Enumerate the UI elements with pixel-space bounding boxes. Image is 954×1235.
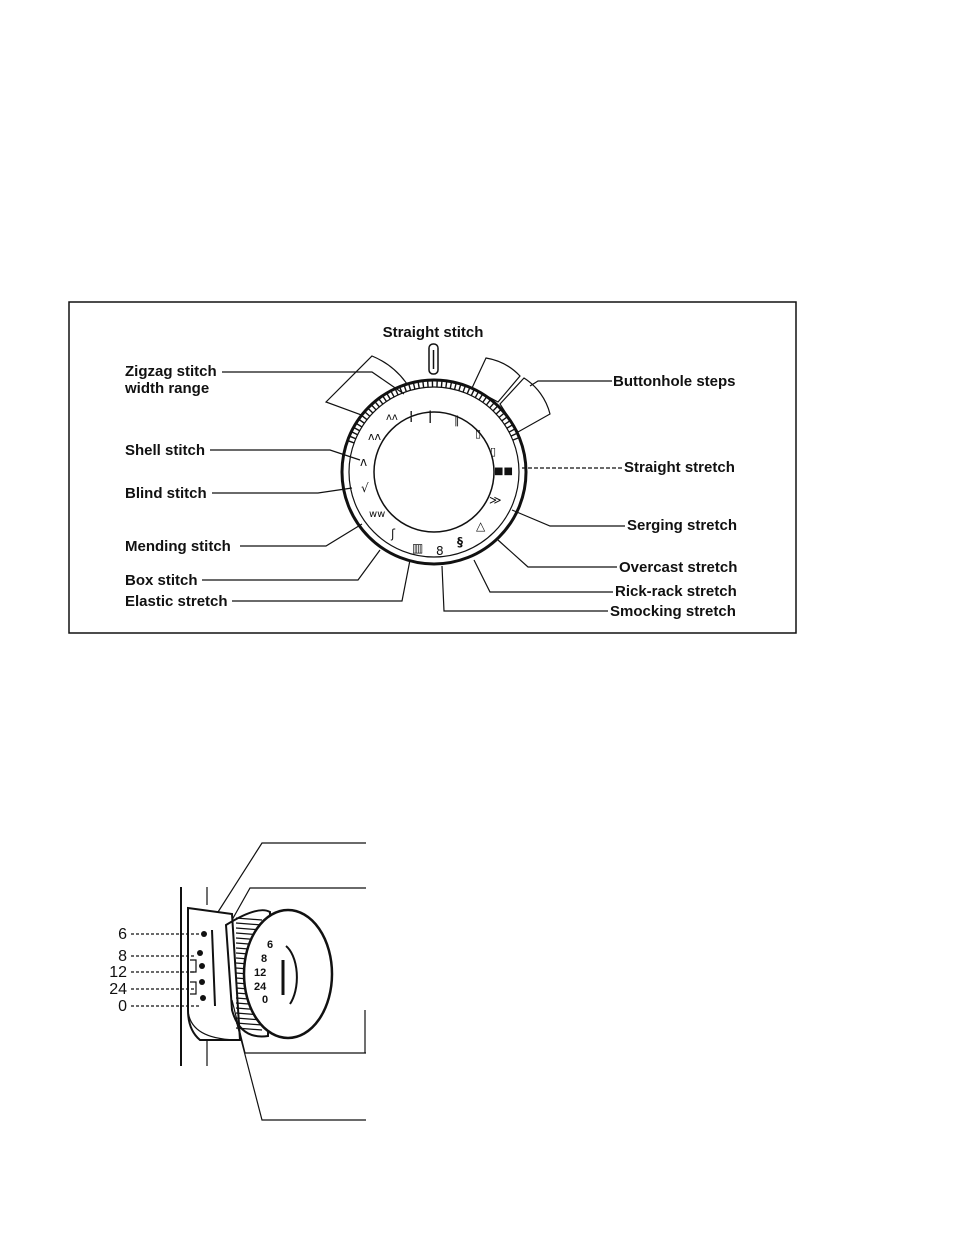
svg-text:|: |: [428, 409, 433, 423]
svg-text:§: §: [457, 535, 463, 549]
label-straight-stretch: Straight stretch: [624, 459, 735, 476]
svg-text:■■: ■■: [494, 466, 513, 477]
scale-number-12: 12: [109, 964, 127, 981]
stitch-length-dial-diagram: [181, 843, 366, 1120]
label-straight-stitch: Straight stitch: [382, 324, 484, 341]
label-box-stitch: Box stitch: [125, 572, 198, 589]
dial-number-6: 6: [267, 939, 274, 951]
svg-text:△: △: [476, 519, 486, 533]
label-elastic-stretch: Elastic stretch: [125, 593, 228, 610]
label-buttonhole-steps: Buttonhole steps: [613, 373, 736, 390]
svg-text:ʌʌ: ʌʌ: [368, 430, 382, 443]
scale-number-6: 6: [118, 926, 127, 943]
dial-number-8: 8: [261, 953, 268, 965]
svg-text:√: √: [361, 481, 369, 495]
scale-number-8: 8: [118, 948, 127, 965]
svg-text:ʌ: ʌ: [360, 455, 368, 469]
dial-number-12: 12: [254, 967, 267, 979]
svg-text:¦: ¦: [409, 409, 414, 423]
svg-text:ʌʌ: ʌʌ: [386, 412, 398, 423]
svg-text:8: 8: [436, 544, 444, 558]
svg-text:ww: ww: [369, 509, 386, 520]
stitch-selector-knob: [342, 344, 526, 564]
label-blind-stitch: Blind stitch: [125, 485, 207, 502]
svg-text:≫: ≫: [489, 493, 502, 507]
label-overcast-stretch: Overcast stretch: [619, 559, 738, 576]
label-shell-stitch: Shell stitch: [125, 442, 206, 459]
svg-text:▯: ▯: [490, 445, 497, 458]
label-smocking-stretch: Smocking stretch: [610, 603, 736, 620]
svg-text:ʃ: ʃ: [391, 527, 396, 541]
label-serging-stretch: Serging stretch: [627, 517, 738, 534]
scale-number-24: 24: [109, 981, 127, 998]
dial-number-24: 24: [254, 981, 267, 993]
scale-number-0: 0: [118, 998, 127, 1015]
label-rickrack-stretch: Rick-rack stretch: [615, 583, 737, 600]
label-zigzag-stitch: Zigzag stitch: [125, 363, 217, 380]
svg-text:▥: ▥: [412, 541, 424, 555]
label-zigzag-width-range: width range: [125, 380, 210, 397]
svg-text:▯: ▯: [475, 427, 482, 440]
dial-number-0: 0: [262, 994, 269, 1006]
svg-text:∥: ∥: [454, 414, 460, 427]
label-mending-stitch: Mending stitch: [125, 538, 231, 555]
